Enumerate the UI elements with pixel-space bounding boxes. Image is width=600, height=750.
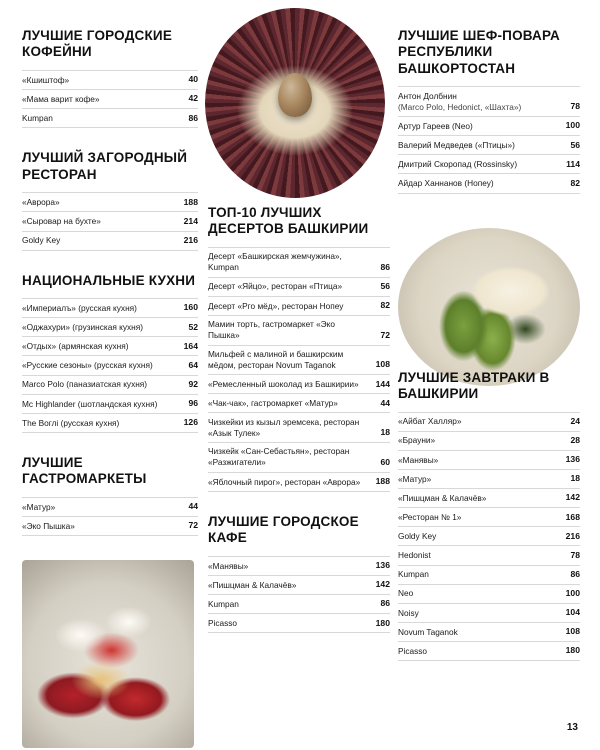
entry-title: Picasso [208,617,238,628]
section-title: ЛУЧШИЕ ГОРОДСКОЕ КАФЕ [208,513,359,546]
entry-title: Валерий Медведев («Птицы») [398,139,515,150]
contents-entry[interactable] [22,356,198,375]
entry-page-number: 126 [183,417,198,428]
section-title: ЛУЧШИЙ ЗАГОРОДНЫЙ РЕСТОРАН [22,150,188,182]
contents-entry[interactable] [22,395,198,414]
section-title: ЛУЧШИЕ ГОРОДСКИЕ КОФЕЙНИ [22,28,173,60]
contents-entry[interactable] [22,212,198,231]
contents-entry[interactable] [22,192,198,212]
entry-title: «Кшиштоф» [22,74,70,85]
entry-page-number: 72 [380,329,390,340]
contents-entry[interactable] [398,604,580,623]
entry-title: «Ремесленный шоколад из Башкирии» [208,378,359,389]
section-title: ЛУЧШИЕ ЗАВТРАКИ В БАШКИРИИ [398,369,550,402]
contents-entry[interactable] [398,412,580,432]
entry-page-number: 100 [565,588,580,599]
entry-page-number: 216 [565,530,580,541]
contents-entry[interactable] [398,623,580,642]
contents-entry[interactable] [208,247,390,278]
entry-title: «Яблочный пирог», ресторан «Аврора» [208,476,361,487]
entry-page-number: 108 [375,359,390,370]
contents-entry-list [398,412,580,662]
entry-page-number: 42 [188,93,198,104]
contents-entry[interactable] [208,297,390,316]
contents-entry[interactable] [208,316,390,346]
entry-title: «Чак-чак», гастромаркет «Матур» [208,398,338,409]
contents-entry[interactable] [22,337,198,356]
entry-title: Айдар Ханнанов (Нопеу) [398,178,494,189]
entry-page-number: 60 [380,456,390,467]
contents-entry[interactable] [398,489,580,508]
contents-column-left [22,0,198,558]
entry-title: «Брауни» [398,435,436,446]
contents-entry[interactable] [398,432,580,451]
entry-title: Kumpan [398,569,429,580]
entry-title: «Матур» [22,501,56,512]
entry-page-number: 56 [570,139,580,150]
contents-entry[interactable] [398,155,580,174]
entry-page-number: 86 [188,112,198,123]
contents-section-top-10-desserts [208,205,390,492]
entry-title: «Сыровар на бухте» [22,216,101,227]
contents-entry[interactable] [22,414,198,433]
section-title: ЛУЧШИЕ ШЕФ-ПОВАРА РЕСПУБЛИКИ БАШКОРТОСТАН [398,28,560,76]
contents-entry[interactable] [398,136,580,155]
entry-page-number: 86 [570,568,580,579]
entry-subtitle: (Marco Polo, Hedonict, «Шахта») [398,101,522,112]
contents-entry[interactable] [398,546,580,565]
contents-section-best-city-cafe [208,514,390,633]
contents-section-best-country-restaurant [22,150,198,250]
contents-entry[interactable] [208,346,390,376]
page-number: 13 [566,722,578,733]
entry-title: Kumpan [22,112,53,123]
entry-page-number: 114 [566,158,580,169]
entry-page-number: 78 [570,101,580,112]
entry-page-number: 142 [565,492,580,503]
entry-title: Дмитрий Скоропад (Rossinsky) [398,159,518,170]
contents-section-best-chefs [398,28,580,194]
entry-title: Novum Taganok [398,626,458,637]
entry-page-number: 82 [570,177,580,188]
entry-title: «Отдых» (армянская кухня) [22,341,129,352]
pepper-cheese-image [22,560,194,748]
entry-page-number: 180 [565,645,580,656]
contents-entry-list [398,86,580,193]
entry-page-number: 136 [565,454,580,465]
contents-entry-list [22,298,198,433]
entry-title: Noisy [398,607,419,618]
entry-page-number: 96 [188,398,198,409]
entry-title: Чизкейк «Сан-Себастьян», ресторан «Разжигатели» [208,446,350,468]
entry-title: «Эко Пышка» [22,520,75,531]
contents-entry[interactable] [22,70,198,90]
contents-section-best-breakfasts [398,370,580,662]
entry-title: «Ресторан № 1» [398,511,462,522]
entry-page-number: 188 [183,196,198,207]
entry-title: «Манявы» [208,560,249,571]
contents-entry-list [22,497,198,536]
contents-entry[interactable] [398,470,580,489]
contents-entry-list [22,192,198,250]
entry-title: Neo [398,588,414,599]
entry-page-number: 168 [565,511,580,522]
entry-title: «Русские сезоны» (русская кухня) [22,360,153,371]
contents-entry[interactable] [398,508,580,527]
contents-entry[interactable] [22,318,198,337]
contents-section-best-gastromarkets [22,455,198,536]
entry-title: Мамин торть, гастромаркет «Эко Пышка» [208,319,335,341]
entry-page-number: 100 [565,120,580,131]
contents-entry[interactable] [398,527,580,546]
entry-page-number: 44 [188,501,198,512]
contents-entry[interactable] [208,413,390,443]
contents-entry-list [208,247,390,492]
entry-title: Kumpan [208,598,239,609]
contents-entry[interactable] [22,232,198,251]
entry-title: «Аврора» [22,197,60,208]
entry-title: «Пишцман & Калачёв» [208,579,297,590]
entry-title: Goldy Key [22,235,61,246]
entry-page-number: 18 [570,473,580,484]
entry-page-number: 56 [380,280,390,291]
entry-page-number: 78 [570,549,580,560]
contents-entry[interactable] [398,566,580,585]
entry-page-number: 52 [188,321,198,332]
contents-entry[interactable] [208,443,390,473]
entry-page-number: 164 [183,340,198,351]
entry-title: «Мама варит кофе» [22,93,100,104]
contents-entry-list [22,70,198,128]
contents-entry[interactable] [208,473,390,492]
entry-page-number: 214 [183,215,198,226]
entry-page-number: 82 [380,300,390,311]
contents-column-right [398,0,580,683]
pepper-cheese-photo [22,560,194,748]
contents-entry[interactable] [208,375,390,394]
entry-page-number: 24 [570,415,580,426]
entry-page-number: 18 [380,427,390,438]
contents-entry[interactable] [208,595,390,614]
entry-title: «Матур» [398,473,432,484]
entry-page-number: 188 [375,476,390,487]
entry-title: Mc Highlander (шотландская кухня) [22,398,158,409]
contents-section-best-city-coffee [22,28,198,128]
contents-entry-list [208,556,390,634]
contents-entry[interactable] [208,614,390,633]
entry-title: Десерт «Рго мёд», ресторан Нопеу [208,300,344,311]
entry-page-number: 44 [380,397,390,408]
entry-page-number: 136 [375,560,390,571]
entry-page-number: 142 [375,579,390,590]
contents-entry[interactable] [22,109,198,128]
entry-title: Чизкейки из кызыл эремсека, ресторан «Азык Тулек» [208,416,360,438]
entry-title: Picasso [398,645,428,656]
entry-title: Goldy Key [398,531,437,542]
contents-entry[interactable] [398,451,580,470]
contents-entry[interactable] [398,117,580,136]
entry-title: «Айбат Халляр» [398,416,462,427]
contents-section-national-cuisines [22,273,198,433]
section-title: НАЦИОНАЛЬНЫЕ КУХНИ [22,272,196,288]
entry-page-number: 104 [565,607,580,618]
entry-page-number: 28 [570,435,580,446]
entry-title: Marco Polo (паназиатская кухня) [22,379,148,390]
contents-entry[interactable] [208,576,390,595]
section-title: ЛУЧШИЕ ГАСТРОМАРКЕТЫ [22,454,147,487]
entry-title: Hedonist [398,550,431,561]
entry-title: The Воглі (русская кухня) [22,417,120,428]
section-title: ТОП-10 ЛУЧШИХ ДЕСЕРТОВ БАШКИРИИ [208,205,369,237]
entry-page-number: 144 [375,378,390,389]
contents-entry[interactable] [22,497,198,517]
entry-page-number: 108 [565,626,580,637]
contents-entry[interactable] [208,278,390,297]
contents-entry[interactable] [398,86,580,117]
contents-entry[interactable] [22,298,198,318]
entry-page-number: 64 [188,359,198,370]
contents-entry[interactable] [22,517,198,536]
contents-entry[interactable] [208,556,390,576]
entry-title: Десерт «Башкирская жемчужина», Kumpan [208,251,342,273]
entry-title: «Манявы» [398,454,439,465]
contents-entry[interactable] [22,376,198,395]
entry-title: Антон Долбнин (Marco Polo, Hedonict, «Шахта») [398,91,552,113]
contents-entry[interactable] [398,642,580,661]
entry-title: «Оджахури» (грузинская кухня) [22,322,143,333]
entry-page-number: 216 [183,234,198,245]
contents-entry[interactable] [398,585,580,604]
contents-entry[interactable] [22,90,198,109]
entry-title: Артур Гареев (Neo) [398,120,473,131]
entry-title: Мильфей с малиной и башкирским мёдом, ресторан Novum Taganok [208,348,344,370]
contents-entry[interactable] [398,174,580,193]
entry-title: Десерт «Яйцо», ресторан «Птица» [208,281,343,292]
entry-title: «Пишцман & Калачёв» [398,492,487,503]
entry-page-number: 72 [188,520,198,531]
entry-page-number: 180 [375,617,390,628]
entry-page-number: 160 [183,302,198,313]
entry-page-number: 40 [188,74,198,85]
entry-page-number: 86 [380,261,390,272]
entry-title: «Империалъ» (русская кухня) [22,302,137,313]
entry-page-number: 92 [188,378,198,389]
contents-entry[interactable] [208,394,390,413]
contents-column-middle [208,0,390,655]
entry-page-number: 86 [380,598,390,609]
